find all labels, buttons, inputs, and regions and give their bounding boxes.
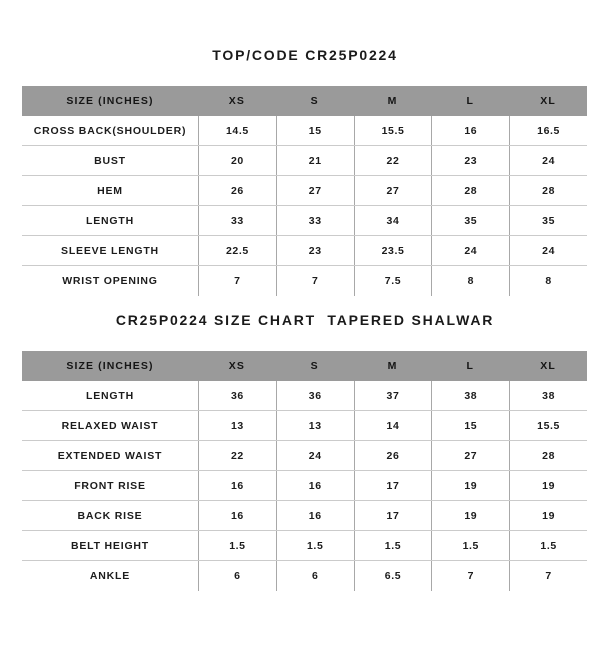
cell-value: 20 — [198, 146, 276, 175]
cell-value: 16 — [431, 116, 509, 145]
cell-value: 7 — [198, 266, 276, 296]
cell-value: 6 — [198, 561, 276, 591]
cell-value: 6.5 — [354, 561, 432, 591]
cell-value: 28 — [509, 176, 587, 205]
cell-value: 14 — [354, 411, 432, 440]
cell-value: 36 — [198, 381, 276, 410]
top-size-table — [22, 86, 587, 296]
cell-value: 27 — [431, 441, 509, 470]
row-label: BACK RISE — [77, 509, 143, 522]
cell-value: 7 — [509, 561, 587, 591]
cell-value: 36 — [276, 381, 354, 410]
cell-value: 1.5 — [276, 531, 354, 560]
table-row-extended-waist — [22, 441, 587, 471]
cell-value: 6 — [276, 561, 354, 591]
cell-value: 1.5 — [431, 531, 509, 560]
row-label: ANKLE — [89, 570, 131, 582]
table-row-ankle — [22, 561, 587, 591]
cell-value: 22.5 — [198, 236, 276, 265]
row-label: EXTENDED WAIST — [57, 449, 163, 462]
table-row-wrist-opening — [22, 266, 587, 296]
header-cell-xl: XL — [540, 360, 556, 372]
cell-value: 16.5 — [509, 116, 587, 145]
cell-value: 24 — [509, 236, 587, 265]
cell-value: 1.5 — [509, 531, 587, 560]
cell-value: 37 — [354, 381, 432, 410]
table-row-length — [22, 381, 587, 411]
cell-value: 16 — [198, 471, 276, 500]
cell-value: 24 — [431, 236, 509, 265]
cell-value: 28 — [431, 176, 509, 205]
cell-value: 21 — [276, 146, 354, 175]
cell-value: 16 — [198, 501, 276, 530]
table-row-hem — [22, 176, 587, 206]
header-cell-l: L — [466, 360, 475, 372]
cell-value: 26 — [354, 441, 432, 470]
header-cell-xl: XL — [540, 95, 556, 107]
cell-value: 16 — [276, 501, 354, 530]
table-row-back-rise — [22, 501, 587, 531]
header-cell-s: S — [310, 95, 319, 107]
cell-value: 7 — [431, 561, 509, 591]
cell-value: 17 — [354, 471, 432, 500]
top-table-title: TOP/CODE CR25P0224 — [212, 47, 398, 63]
header-cell-xs: XS — [228, 95, 245, 107]
cell-value: 13 — [198, 411, 276, 440]
row-label: LENGTH — [86, 214, 134, 227]
cell-value: 8 — [431, 266, 509, 296]
row-label: RELAXED WAIST — [61, 419, 159, 432]
header-cell-m: M — [387, 360, 398, 372]
cell-value: 38 — [509, 381, 587, 410]
row-label: HEM — [97, 184, 123, 197]
cell-value: 16 — [276, 471, 354, 500]
cell-value: 15 — [276, 116, 354, 145]
header-cell-size-inches: SIZE (INCHES) — [66, 360, 154, 372]
cell-value: 22 — [198, 441, 276, 470]
cell-value: 15.5 — [509, 411, 587, 440]
cell-value: 7.5 — [354, 266, 432, 296]
table-row-bust — [22, 146, 587, 176]
cell-value: 35 — [509, 206, 587, 235]
cell-value: 24 — [509, 146, 587, 175]
cell-value: 1.5 — [354, 531, 432, 560]
cell-value: 7 — [276, 266, 354, 296]
shalwar-table-title: CR25P0224 SIZE CHART TAPERED SHALWAR — [115, 312, 495, 328]
cell-value: 27 — [276, 176, 354, 205]
cell-value: 1.5 — [198, 531, 276, 560]
cell-value: 22 — [354, 146, 432, 175]
cell-value: 19 — [431, 471, 509, 500]
cell-value: 13 — [276, 411, 354, 440]
cell-value: 19 — [431, 501, 509, 530]
header-cell-m: M — [387, 95, 398, 107]
cell-value: 19 — [509, 471, 587, 500]
header-cell-xs: XS — [228, 360, 245, 372]
header-cell-s: S — [310, 360, 319, 372]
cell-value: 23 — [431, 146, 509, 175]
row-label: BELT HEIGHT — [70, 539, 150, 552]
shalwar-size-table — [22, 351, 587, 591]
row-label: WRIST OPENING — [62, 275, 158, 287]
table-row-length — [22, 206, 587, 236]
shalwar-table-header-row — [22, 351, 587, 381]
cell-value: 23.5 — [354, 236, 432, 265]
row-label: LENGTH — [86, 389, 134, 402]
cell-value: 33 — [276, 206, 354, 235]
cell-value: 33 — [198, 206, 276, 235]
cell-value: 14.5 — [198, 116, 276, 145]
table-row-cross-back — [22, 116, 587, 146]
cell-value: 38 — [431, 381, 509, 410]
table-row-belt-height — [22, 531, 587, 561]
row-label: BUST — [94, 154, 126, 167]
table-row-relaxed-waist — [22, 411, 587, 441]
cell-value: 8 — [509, 266, 587, 296]
row-label: CROSS BACK(SHOULDER) — [33, 124, 187, 137]
cell-value: 27 — [354, 176, 432, 205]
cell-value: 34 — [354, 206, 432, 235]
cell-value: 19 — [509, 501, 587, 530]
cell-value: 26 — [198, 176, 276, 205]
cell-value: 28 — [509, 441, 587, 470]
cell-value: 17 — [354, 501, 432, 530]
cell-value: 15.5 — [354, 116, 432, 145]
cell-value: 15 — [431, 411, 509, 440]
top-table-header-row — [22, 86, 587, 116]
table-row-sleeve-length — [22, 236, 587, 266]
table-row-front-rise — [22, 471, 587, 501]
header-cell-l: L — [466, 95, 475, 107]
cell-value: 24 — [276, 441, 354, 470]
row-label: FRONT RISE — [74, 479, 146, 492]
row-label: SLEEVE LENGTH — [61, 244, 159, 257]
header-cell-size-inches: SIZE (INCHES) — [66, 95, 154, 107]
cell-value: 35 — [431, 206, 509, 235]
cell-value: 23 — [276, 236, 354, 265]
